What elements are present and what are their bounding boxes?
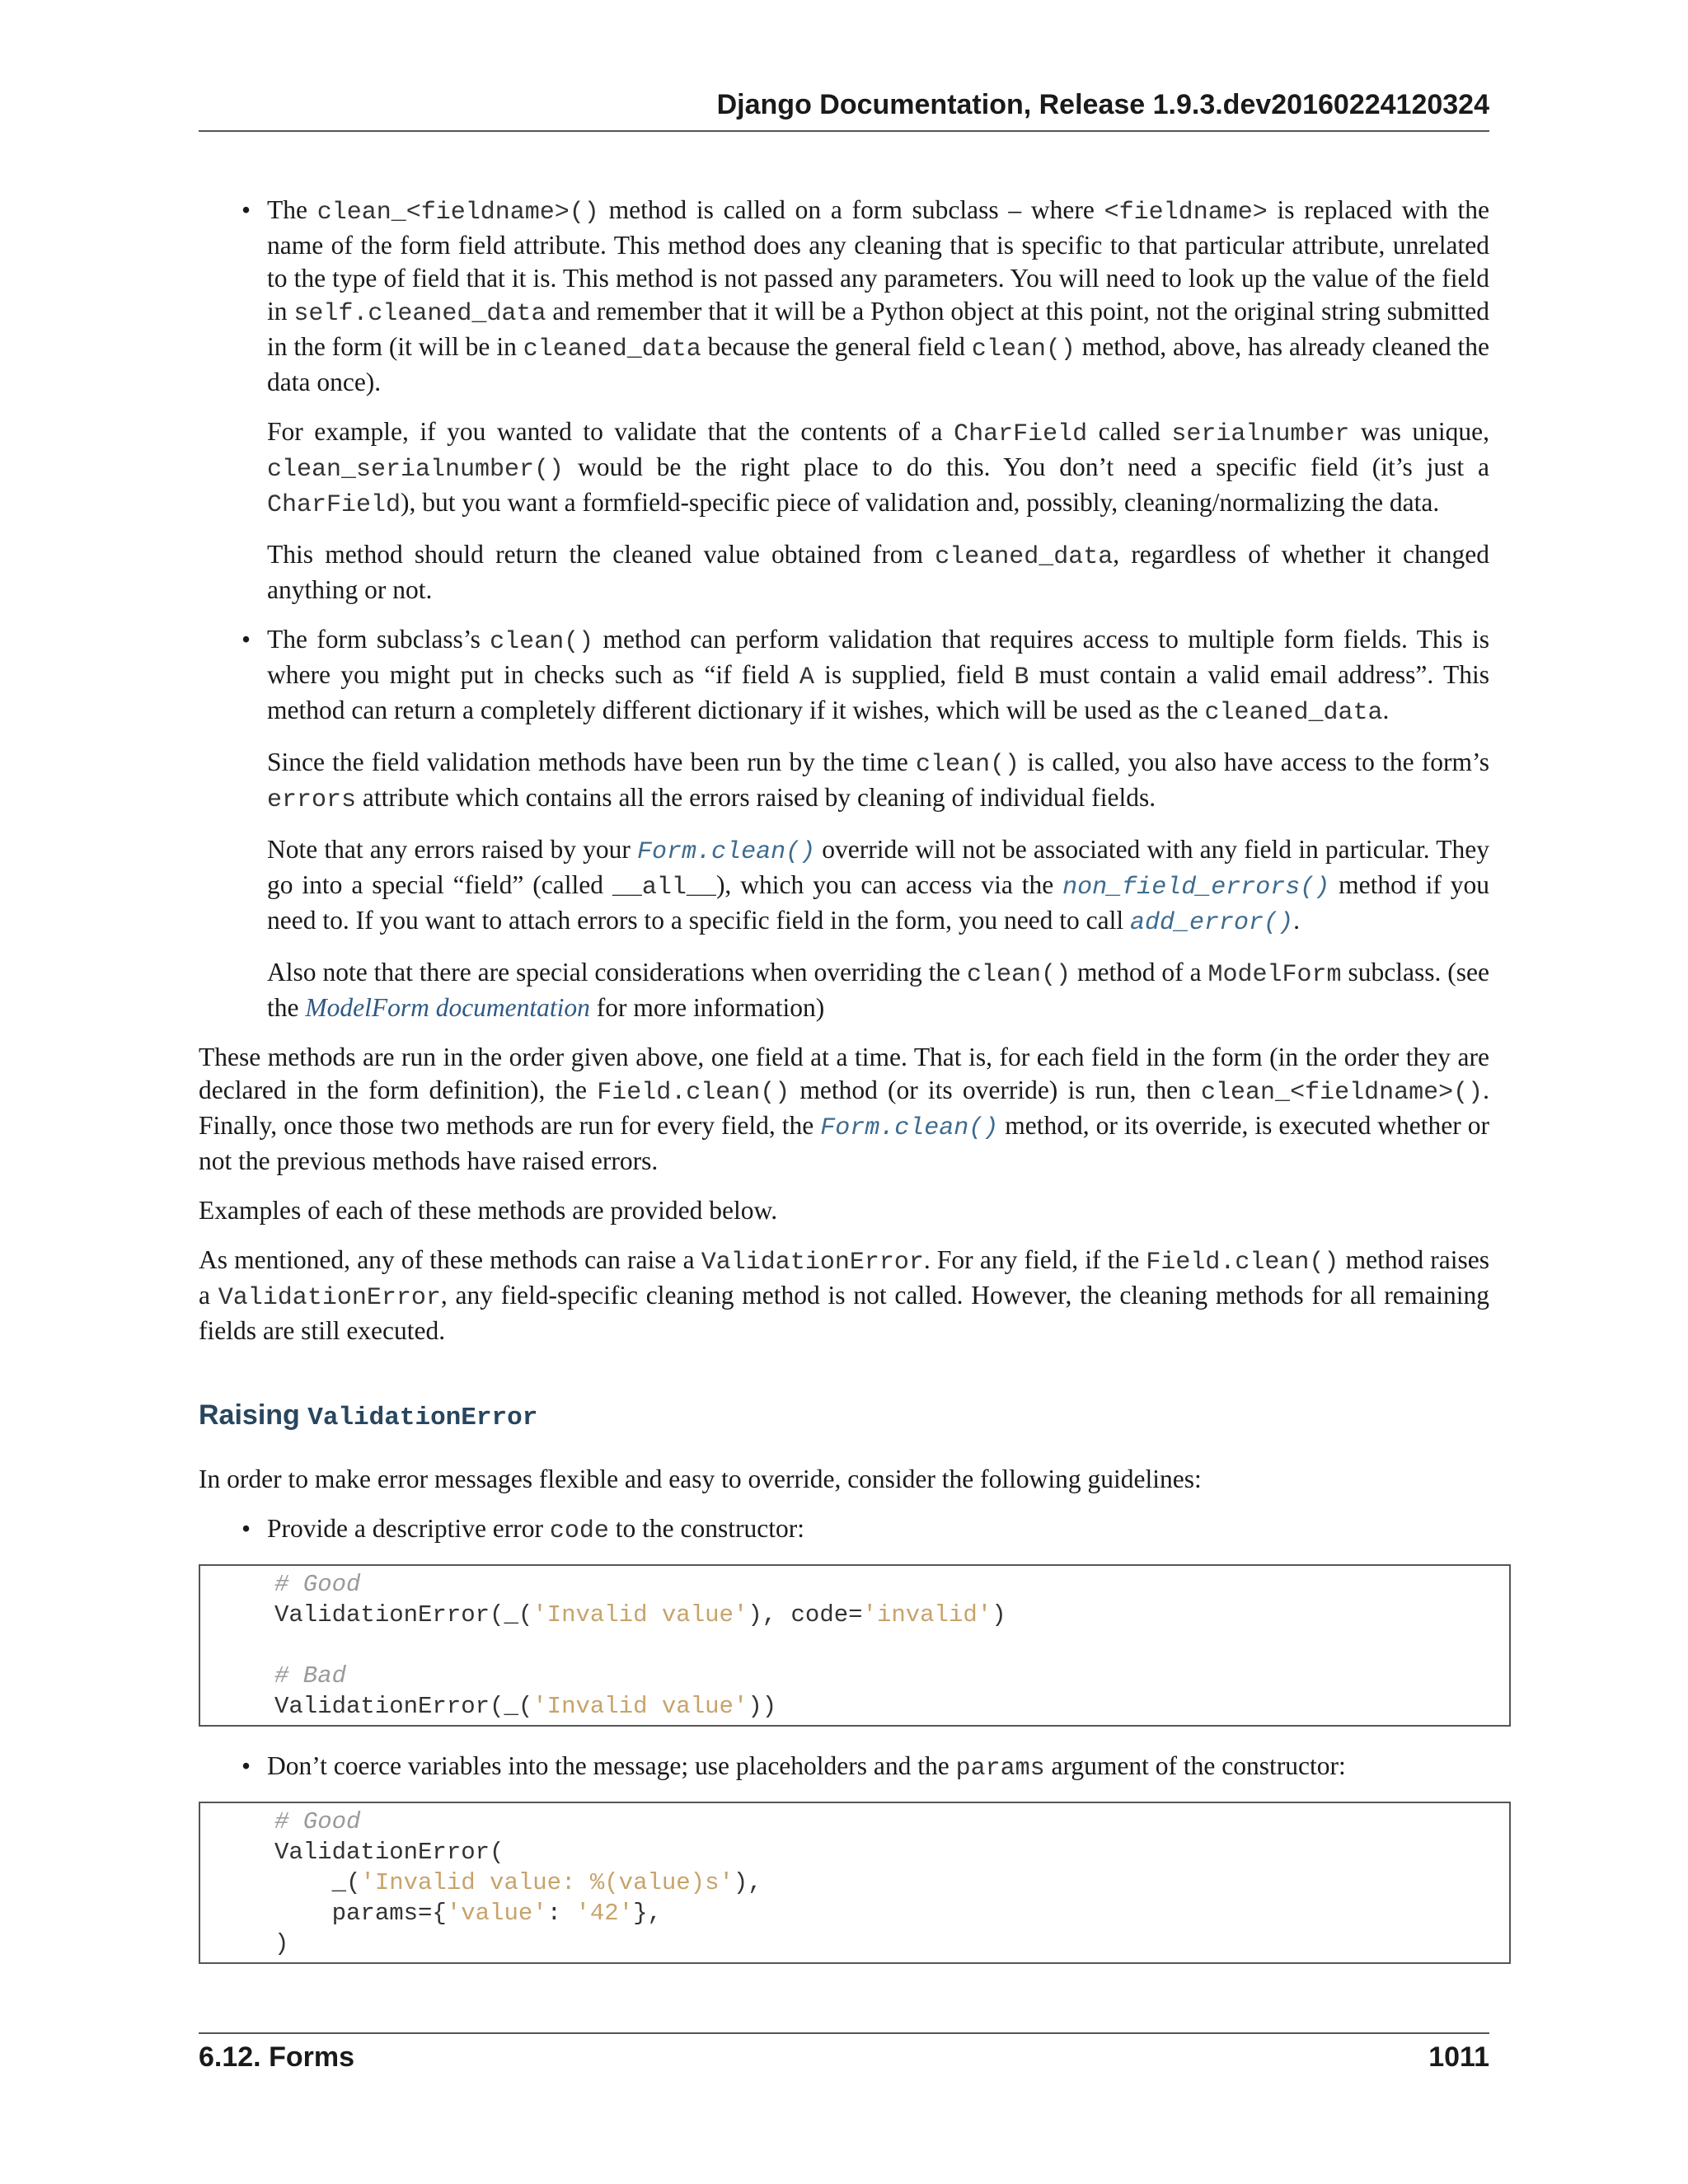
bullet-icon: • <box>241 1751 251 1780</box>
inline-code: errors <box>267 786 357 814</box>
running-header <box>199 89 1489 132</box>
bullet-icon: • <box>241 1514 251 1543</box>
paragraph: For example, if you wanted to validate that the contents of a CharField called serialnumber was unique, clean_serialnumber() would be the right place to do this. You don’t need a specific field (it’s just a CharField), but you want a formfield-specific piece of validation and, possibly, cleaning/normalizing the data. <box>267 417 1489 519</box>
page-number: 1011 <box>1428 2041 1489 2073</box>
inline-code: clean() <box>490 628 594 656</box>
inline-code: cleaned_data <box>935 543 1114 571</box>
form-clean-link[interactable]: Form.clean() <box>637 838 816 866</box>
inline-code: clean_serialnumber() <box>267 456 565 484</box>
inline-code: CharField <box>267 491 401 519</box>
inline-code: B <box>1014 663 1029 691</box>
bullet-icon: • <box>241 625 251 654</box>
document-title: Django Documentation, Release 1.9.3.dev20160224120324 <box>716 89 1489 120</box>
inline-code: cleaned_data <box>523 335 701 363</box>
inline-code: A <box>799 663 814 691</box>
inline-code: code <box>549 1517 609 1545</box>
inline-code: cleaned_data <box>1204 699 1383 727</box>
footer-section: 6.12. Forms <box>199 2041 354 2073</box>
inline-code: __all__ <box>612 874 716 902</box>
bullet-icon: • <box>241 195 251 224</box>
paragraph: Note that any errors raised by your Form.clean() override will not be associated with any field in particular. They go into a special “field” (called __all__), which you can access via the non_field_errors() method if you need to. If you want to attach errors to a specific field in the form, you need to call add_error(). <box>267 835 1489 937</box>
paragraph: The form subclass’s clean() method can perform validation that requires access to multiple form fields. This is where you might put in checks such as “if field A is supplied, field B must contain a valid email address”. This method can return a completely different dictionary if it wishes, which will be used as the cleaned_data. <box>267 625 1489 727</box>
paragraph: Also note that there are special considerations when overriding the clean() method of a ModelForm subclass. (see the ModelForm documentation for more information) <box>267 958 1489 1022</box>
section-heading: Raising ValidationError <box>199 1399 538 1432</box>
paragraph: Provide a descriptive error code to the constructor: <box>267 1514 804 1545</box>
modelform-documentation-link[interactable]: ModelForm documentation <box>305 993 590 1022</box>
footer-rule <box>199 2032 1489 2034</box>
validation-steps-list <box>199 194 1489 1024</box>
inline-code: Field.clean() <box>597 1079 790 1107</box>
inline-code: clean_<fieldname>() <box>316 199 599 227</box>
inline-code: ValidationError <box>218 1284 441 1312</box>
list-item <box>199 623 1489 1024</box>
inline-code: self.cleaned_data <box>293 300 546 328</box>
inline-code: clean() <box>967 961 1071 989</box>
inline-code: <fieldname> <box>1104 199 1268 227</box>
list-item <box>199 194 1489 607</box>
inline-code: clean_<fieldname>() <box>1201 1079 1484 1107</box>
code-block: # Good ValidationError( _('Invalid value: %(value)s'), params={'value': '42'}, ) <box>199 1802 1511 1964</box>
guidelines-list <box>199 1512 1489 1964</box>
paragraph: Since the field validation methods have been run by the time clean() is called, you also have access to the form’s errors attribute which contains all the errors raised by cleaning of individual fields. <box>267 748 1489 814</box>
code-block: # Good ValidationError(_('Invalid value'), code='invalid') # Bad ValidationError(_('Invalid value')) <box>199 1564 1511 1727</box>
paragraph: Examples of each of these methods are provided below. <box>199 1196 778 1225</box>
inline-code: ModelForm <box>1207 961 1342 989</box>
form-clean-link[interactable]: Form.clean() <box>820 1114 999 1142</box>
inline-code: ValidationError <box>701 1249 924 1277</box>
inline-code: clean() <box>971 335 1076 363</box>
inline-code: params <box>955 1755 1045 1783</box>
inline-code: Field.clean() <box>1146 1249 1339 1277</box>
paragraph: The clean_<fieldname>() method is called on a form subclass – where <fieldname> is replaced with the name of the form field attribute. This method does any cleaning that is specific to that particular attribute, unrelated to the type of field that it is. This method is not passed any parameters. You will need to look up the value of the field in self.cleaned_data and remember that it will be a Python object at this point, not the original string submitted in the form (it will be in cleaned_data because the general field clean() method, above, has already cleaned the data once). <box>267 195 1490 396</box>
paragraph: In order to make error messages flexible and easy to override, consider the following guidelines: <box>199 1465 1202 1493</box>
list-item <box>199 1750 1489 1964</box>
paragraph: These methods are run in the order given above, one field at a time. That is, for each field in the form (in the order they are declared in the form definition), the Field.clean() method (or its override) is run, then clean_<fieldname>(). Finally, once those two methods are run for every field, the Form.clean() method, or its override, is executed whether or not the previous methods have raised errors. <box>199 1043 1489 1175</box>
paragraph: As mentioned, any of these methods can raise a ValidationError. For any field, if the Field.clean() method raises a ValidationError, any field-specific cleaning method is not called. However, the cleaning methods for all remaining fields are still executed. <box>199 1245 1489 1345</box>
add-error-link[interactable]: add_error() <box>1130 909 1294 937</box>
paragraph: Don’t coerce variables into the message; use placeholders and the params argument of the constructor: <box>267 1751 1346 1783</box>
non-field-errors-link[interactable]: non_field_errors() <box>1062 874 1330 902</box>
page-content <box>199 194 1489 1987</box>
inline-code: CharField <box>954 420 1088 448</box>
inline-code: clean() <box>915 751 1020 779</box>
paragraph: This method should return the cleaned value obtained from cleaned_data, regardless of whether it changed anything or not. <box>267 540 1489 604</box>
inline-code: serialnumber <box>1171 420 1350 448</box>
list-item <box>199 1512 1489 1727</box>
